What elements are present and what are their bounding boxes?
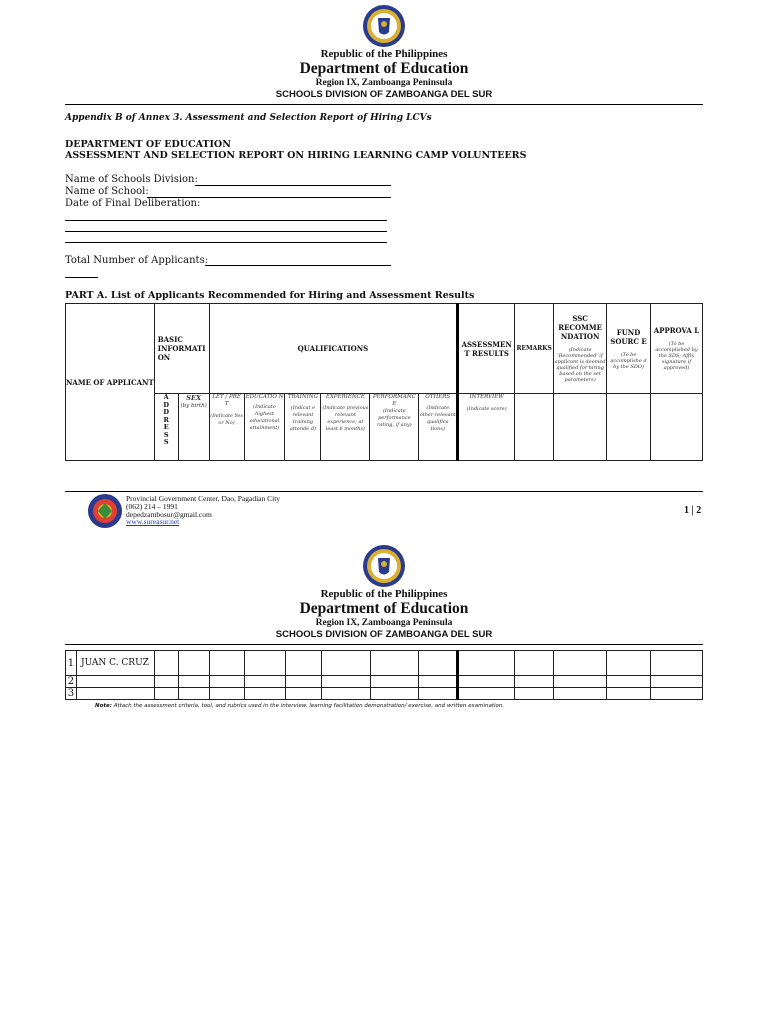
cell-experience[interactable] [321, 651, 370, 676]
page2-header-region: Region IX, Zamboanga Peninsula [315, 618, 453, 628]
note-text: Attach the assessment criteria, tool, and rubrics used in the interview, learning facilitation demonstration/ exercise, and written examination. [111, 703, 505, 709]
footer-phone: (062) 214 – 1991 [126, 502, 178, 511]
col-assessment-results: ASSESSMEN T RESULTS [458, 304, 515, 394]
approval-note: (To be accomplished by the SDS; Affix signature if approved) [655, 341, 698, 371]
header-department: Department of Education [299, 60, 469, 77]
cell-interview[interactable] [458, 676, 515, 688]
approval-title: APPROVA L [653, 326, 700, 335]
cell-sex[interactable] [178, 651, 209, 676]
cell-fund[interactable] [607, 688, 651, 700]
let-note: (Indicate Yes or No) [210, 413, 243, 426]
col-name-of-applicant: NAME OF APPLICANT [66, 304, 155, 461]
header-republic: Republic of the Philippines [320, 48, 448, 60]
footer-divider [65, 491, 703, 492]
page-number: 1 | 2 [684, 505, 702, 516]
total-applicants-short-line[interactable] [65, 277, 98, 278]
school-label: Name of School: [65, 186, 149, 197]
note-label: Note: [95, 703, 112, 709]
cell-training[interactable] [285, 688, 321, 700]
cell-sex[interactable] [178, 688, 209, 700]
col-others [419, 394, 458, 461]
cell-ssc[interactable] [554, 676, 607, 688]
page2-header-divider [65, 644, 703, 645]
interview-note: (Indicate score) [466, 406, 507, 412]
cell-performance[interactable] [370, 676, 419, 688]
col-interview [458, 394, 515, 461]
part-a-title: PART A. List of Applicants Recommended for Hiring and Assessment Results [65, 290, 475, 301]
cell-training[interactable] [285, 651, 321, 676]
cell-approval[interactable] [650, 688, 702, 700]
experience-note: (Indicate previous relevant experience; at least 6 months) [322, 405, 369, 432]
cell-education[interactable] [244, 688, 285, 700]
row-number: 2 [66, 676, 77, 688]
schools-division-line[interactable] [195, 185, 391, 186]
header-division: SCHOOLS DIVISION OF ZAMBOANGA DEL SUR [275, 89, 493, 100]
performance-note: (Indicate performance rating, if any) [377, 408, 412, 428]
applicant-name[interactable] [76, 688, 154, 700]
page2-header-division: SCHOOLS DIVISION OF ZAMBOANGA DEL SUR [275, 629, 493, 640]
fund-note: (To be accomplishe d by the SDO) [610, 351, 647, 370]
table-row [66, 688, 703, 700]
training-note: (Indicat e relevant training attende d) [289, 405, 316, 432]
schools-division-label: Name of Schools Division: [65, 174, 198, 185]
col-performance [370, 394, 419, 461]
sex-title: SEX [186, 394, 201, 402]
col-training [285, 394, 321, 461]
blank-line-3[interactable] [65, 242, 387, 243]
ssc-title: SSC RECOMME NDATION [558, 314, 602, 341]
applicants-table-continued [65, 650, 703, 700]
header-divider [65, 104, 703, 105]
col-let-pret [209, 394, 244, 461]
report-heading-1: DEPARTMENT OF EDUCATION [65, 139, 231, 150]
footer-email[interactable]: depedzambosur@gmail.com [126, 510, 212, 519]
experience-title: EXPERIENCE [325, 394, 365, 400]
cell-let[interactable] [209, 676, 244, 688]
cell-interview[interactable] [458, 688, 515, 700]
cell-remarks[interactable] [515, 651, 554, 676]
col-approval [650, 304, 702, 394]
col-ssc-recommendation [554, 304, 607, 394]
cell-address[interactable] [154, 676, 178, 688]
cell-experience[interactable] [321, 676, 370, 688]
education-title: EDUCATIO N [245, 394, 284, 400]
cell-others[interactable] [419, 688, 458, 700]
cell-let[interactable] [209, 651, 244, 676]
matatag-logo-icon [86, 493, 124, 529]
col-qualifications: QUALIFICATIONS [209, 304, 458, 394]
blank-line-2[interactable] [65, 231, 387, 232]
cell-address[interactable] [154, 688, 178, 700]
cell-experience[interactable] [321, 688, 370, 700]
col-remarks: REMARKS [515, 304, 554, 394]
row-number: 3 [66, 688, 77, 700]
cell-approval-blank [650, 394, 702, 461]
col-experience [321, 394, 370, 461]
ssc-note: (Indicate 'Recommended' if applicant is deemed qualified for hiring based on the set parameters) [554, 347, 606, 383]
cell-fund[interactable] [607, 676, 651, 688]
let-title: LET / PRE T [212, 394, 241, 407]
education-note: (Indicate highest educational attainment) [249, 404, 280, 431]
cell-approval[interactable] [650, 676, 702, 688]
training-title: TRAINING [287, 394, 319, 400]
others-title: OTHERS [425, 394, 451, 400]
report-heading-2: ASSESSMENT AND SELECTION REPORT ON HIRING LEARNING CAMP VOLUNTEERS [65, 150, 527, 161]
cell-ssc-blank [554, 394, 607, 461]
col-fund-source [607, 304, 651, 394]
header-region: Region IX, Zamboanga Peninsula [315, 78, 453, 88]
appendix-title: Appendix B of Annex 3. Assessment and Selection Report of Hiring LCVs [65, 113, 432, 123]
sex-note: (by birth) [180, 403, 207, 409]
cell-remarks-blank [515, 394, 554, 461]
cell-ssc[interactable] [554, 651, 607, 676]
others-note: (Indicate other relevant qualifica tions) [419, 405, 456, 432]
cell-remarks[interactable] [515, 688, 554, 700]
cell-address[interactable] [154, 651, 178, 676]
cell-fund[interactable] [607, 651, 651, 676]
attachment-note [95, 703, 504, 709]
total-applicants-line[interactable] [205, 265, 391, 266]
col-sex [178, 394, 209, 461]
cell-approval[interactable] [650, 651, 702, 676]
cell-education[interactable] [244, 651, 285, 676]
cell-training[interactable] [285, 676, 321, 688]
blank-line-1[interactable] [65, 220, 387, 221]
page2-header-republic: Republic of the Philippines [320, 588, 448, 600]
col-education [244, 394, 285, 461]
deped-seal-icon [362, 4, 406, 48]
cell-sex[interactable] [178, 676, 209, 688]
cell-performance[interactable] [370, 688, 419, 700]
footer-web-link[interactable]: www.sureasur.net [126, 517, 180, 526]
footer-address: Provincial Government Center, Dao, Pagadian City [126, 494, 281, 503]
cell-fund-blank [607, 394, 651, 461]
cell-ssc[interactable] [554, 688, 607, 700]
cell-education[interactable] [244, 676, 285, 688]
cell-performance[interactable] [370, 651, 419, 676]
final-deliberation-label: Date of Final Deliberation: [65, 198, 201, 209]
applicants-table [65, 303, 703, 461]
col-basic-information: BASIC INFORMATI ON [154, 304, 209, 394]
cell-let[interactable] [209, 688, 244, 700]
total-applicants-label: Total Number of Applicants: [65, 255, 209, 266]
table-row [66, 676, 703, 688]
table-row [66, 651, 703, 676]
cell-remarks[interactable] [515, 676, 554, 688]
page2-header-department: Department of Education [299, 600, 469, 617]
cell-others[interactable] [419, 651, 458, 676]
deped-seal-icon-page2 [362, 544, 406, 588]
cell-interview[interactable] [458, 651, 515, 676]
cell-others[interactable] [419, 676, 458, 688]
applicant-name[interactable] [76, 676, 154, 688]
fund-title: FUND SOURC E [610, 327, 647, 346]
performance-title: PERFORMANC E [372, 394, 416, 407]
interview-title: INTERVIEW [469, 394, 504, 400]
col-address: A D D R E S S [154, 394, 178, 461]
row-number: 1 [66, 651, 77, 676]
applicant-name[interactable]: JUAN C. CRUZ [76, 651, 154, 676]
